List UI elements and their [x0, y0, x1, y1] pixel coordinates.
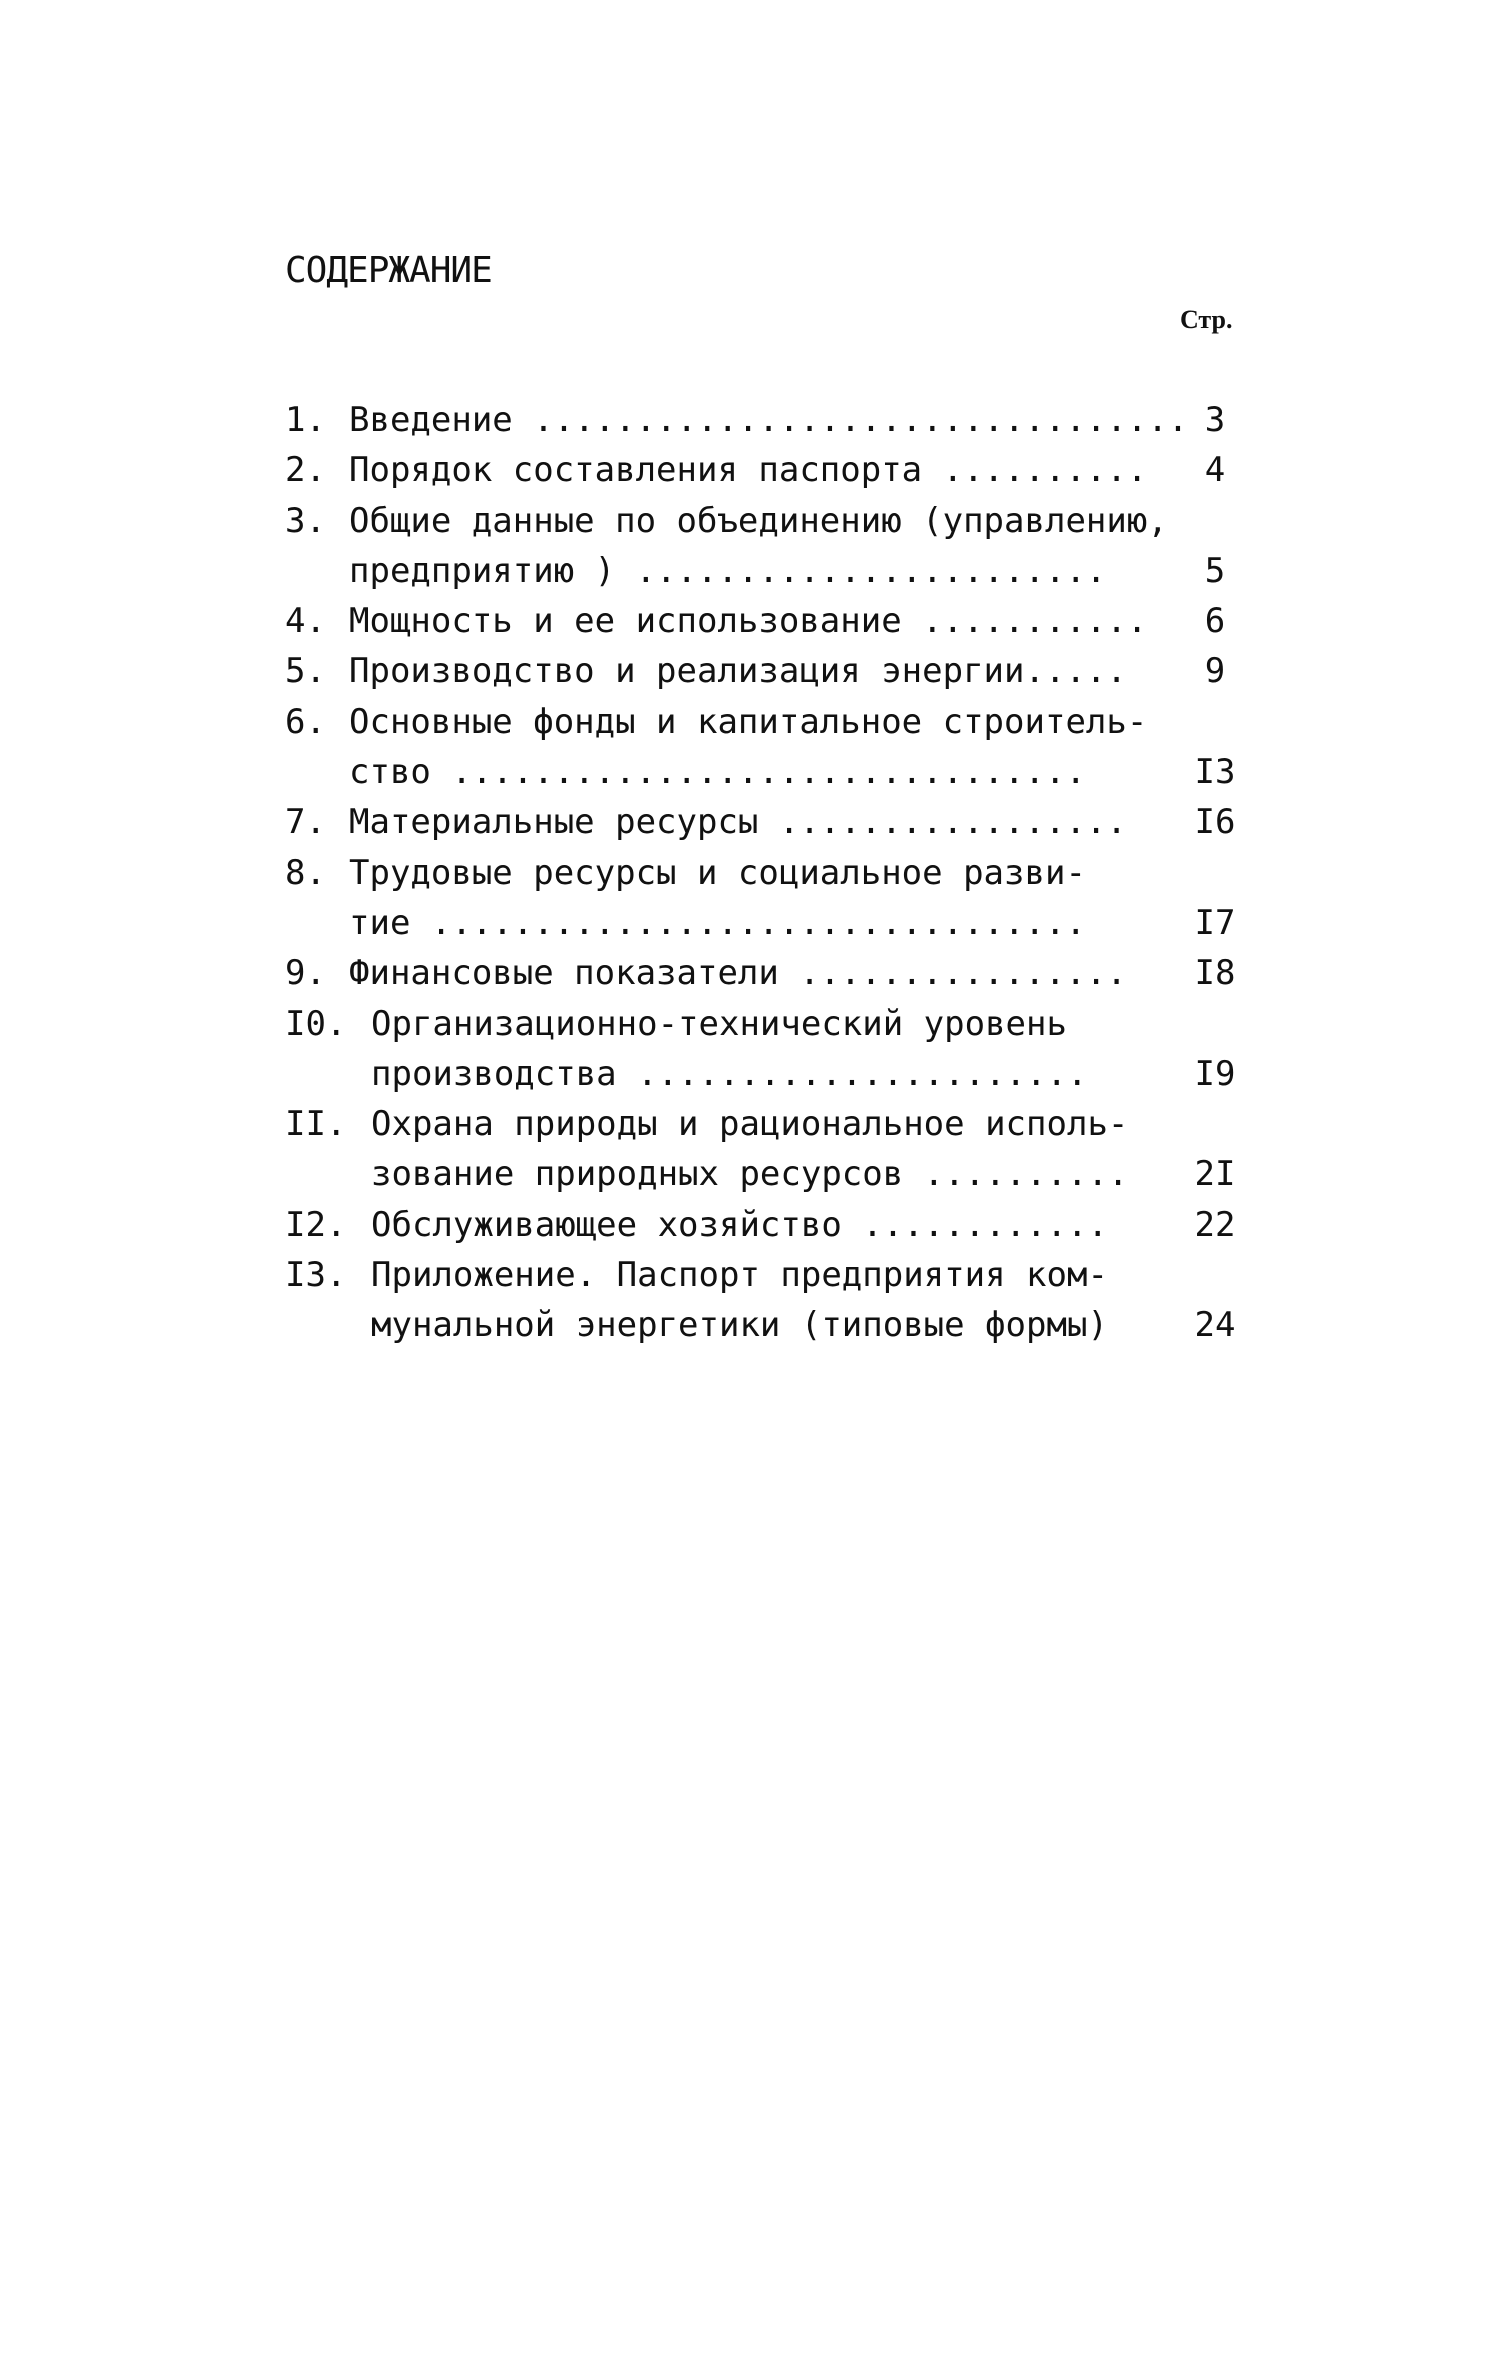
toc-entry	[285, 646, 1245, 696]
table-of-contents	[285, 395, 1245, 1351]
toc-entry-title: Порядок составления паспорта ..........	[349, 450, 1148, 491]
toc-entry-page: 3	[1204, 400, 1226, 440]
toc-entry	[285, 848, 1245, 949]
toc-entry	[285, 496, 1245, 597]
toc-entry	[285, 999, 1245, 1100]
toc-entry	[285, 797, 1245, 847]
toc-entry-number: I2.	[285, 1204, 347, 1245]
toc-entry-page: 2I	[1194, 1154, 1236, 1195]
toc-entry-number: 2.	[285, 450, 326, 491]
toc-entry-page: 5	[1204, 550, 1226, 591]
toc-entry-title: Материальные ресурсы .................	[349, 802, 1127, 843]
toc-entry	[285, 697, 1245, 798]
toc-entry-title: Производство и реализация энергии.....	[349, 651, 1127, 692]
toc-entry-number: 9.	[285, 953, 326, 994]
toc-entry-number: 7.	[285, 802, 326, 843]
toc-entry-title: Организационно-технический уровень	[371, 1003, 1067, 1044]
toc-entry	[285, 1200, 1245, 1250]
toc-entry-title: Мощность и ее использование ...........	[349, 601, 1148, 642]
toc-entry	[285, 596, 1245, 646]
toc-entry-title: Основные фонды и капитальное строитель-	[349, 701, 1148, 742]
toc-entry	[285, 948, 1245, 998]
toc-entry-page: 22	[1194, 1204, 1236, 1245]
toc-entry-page: 9	[1204, 651, 1226, 692]
toc-entry-title: Охрана природы и рациональное исполь-	[371, 1104, 1129, 1145]
toc-entry-title-continued: мунальной энергетики (типовые формы)	[371, 1305, 1108, 1346]
toc-entry-page: 4	[1204, 450, 1226, 491]
page-column-label: Стр.	[1180, 305, 1233, 334]
page-title: СОДЕРЖАНИЕ	[285, 250, 492, 291]
toc-entry-title-continued: предприятию ) .......................	[349, 550, 1107, 591]
toc-entry-number: I0.	[285, 1003, 347, 1044]
toc-entry	[285, 1250, 1245, 1351]
toc-entry-number: 6.	[285, 701, 326, 742]
toc-entry-title: Введение ................................	[349, 400, 1189, 440]
toc-entry-number: 4.	[285, 601, 326, 642]
toc-entry-title: Трудовые ресурсы и социальное разви-	[349, 852, 1086, 893]
toc-entry-number: I3.	[285, 1255, 347, 1296]
toc-entry-title: Финансовые показатели ................	[349, 953, 1127, 994]
toc-entry-title: Обслуживающее хозяйство ............	[371, 1204, 1108, 1245]
toc-entry	[285, 395, 1245, 445]
toc-entry-page: I6	[1194, 802, 1236, 843]
toc-entry	[285, 1099, 1245, 1200]
toc-entry-number: 3.	[285, 500, 326, 541]
toc-entry-title: Общие данные по объединению (управлению,	[349, 500, 1168, 541]
toc-entry-page: I8	[1194, 953, 1236, 994]
toc-entry-title-continued: производства ......................	[371, 1053, 1088, 1094]
toc-entry-title-continued: зование природных ресурсов ..........	[371, 1154, 1129, 1195]
toc-entry-title: Приложение. Паспорт предприятия ком-	[371, 1255, 1108, 1296]
toc-entry-page: I7	[1194, 902, 1236, 943]
toc-entry-page: I3	[1194, 752, 1236, 793]
toc-entry-number: II.	[285, 1104, 347, 1145]
toc-entry-title-continued: ство ...............................	[349, 752, 1086, 793]
toc-entry-page: 24	[1194, 1305, 1236, 1346]
toc-entry-page: I9	[1194, 1053, 1236, 1094]
toc-entry	[285, 445, 1245, 495]
toc-entry-number: 8.	[285, 852, 326, 893]
toc-entry-number: 5.	[285, 651, 326, 692]
toc-entry-number: 1.	[285, 400, 326, 440]
toc-entry-page: 6	[1204, 601, 1226, 642]
toc-entry-title-continued: тие ................................	[349, 902, 1086, 943]
